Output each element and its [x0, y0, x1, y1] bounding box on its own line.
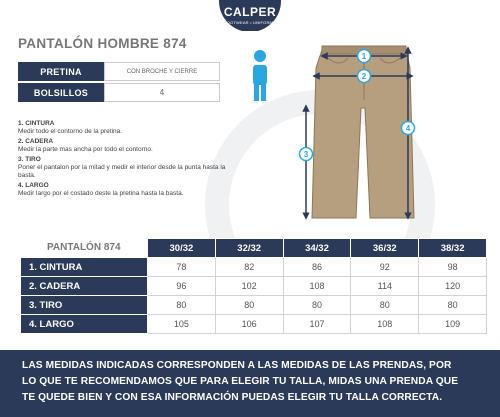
spec-value: 4	[104, 83, 220, 102]
table-cell: 82	[215, 258, 283, 277]
pants-measurement-figure	[244, 38, 500, 228]
spec-row-pretina	[18, 62, 220, 81]
table-row	[21, 258, 487, 277]
table-row	[21, 277, 487, 296]
person-icon	[253, 50, 267, 101]
marker-4-label: 4	[405, 124, 411, 133]
footer-line: LO QUE TE RECOMENDAMOS QUE PARA ELEGIR TU TALLA, MIDAS UNA PRENDA QUE	[22, 376, 459, 387]
definition-text: Poner el pantalon por la mitad y medir el interior desde la punta hasta la basta.	[18, 164, 226, 179]
table-cell: 108	[351, 315, 419, 334]
marker-2-label: 2	[361, 72, 367, 81]
table-cell: 80	[215, 296, 283, 315]
row-label: 3. TIRO	[21, 296, 148, 315]
row-label: 2. CADERA	[21, 277, 148, 296]
measurement-definitions	[18, 120, 238, 200]
definition-text: Medir largo por el costado deste la pretina hasta la basta.	[18, 190, 184, 197]
table-cell: 80	[351, 296, 419, 315]
table-cell: 108	[283, 277, 351, 296]
spec-label: BOLSILLOS	[18, 83, 104, 102]
definition-heading: 4. LARGO	[18, 182, 49, 189]
table-cell: 78	[148, 258, 216, 277]
table-cell: 98	[419, 258, 487, 277]
logo-tagline: FOOTWEAR • UNIFORMS	[224, 20, 276, 25]
table-row	[21, 315, 487, 334]
spec-value: CON BROCHE Y CIERRE	[104, 62, 220, 81]
table-cell: 102	[215, 277, 283, 296]
definition-item	[18, 138, 238, 154]
marker-3-label: 3	[303, 150, 309, 159]
footer-line: TE QUEDE BIEN Y CON ESA INFORMACIÓN PUEDAS ELEGIR TU TALLA CORRECTA.	[22, 392, 443, 403]
footer-notice	[0, 350, 500, 417]
table-cell: 109	[419, 315, 487, 334]
table-cell: 107	[283, 315, 351, 334]
table-cell: 80	[419, 296, 487, 315]
table-cell: 80	[283, 296, 351, 315]
table-cell: 86	[283, 258, 351, 277]
definition-text: Medir la parte mas ancha por todo el contorno.	[18, 146, 153, 153]
spec-label: PRETINA	[18, 62, 104, 81]
definition-item	[18, 156, 238, 180]
row-label: 4. LARGO	[21, 315, 148, 334]
logo-name: CALPER	[223, 5, 277, 19]
definition-item	[18, 182, 238, 198]
definition-heading: 2. CADERA	[18, 138, 54, 145]
definition-item	[18, 120, 238, 136]
table-cell: 106	[215, 315, 283, 334]
table-cell: 114	[351, 277, 419, 296]
table-cell: 92	[351, 258, 419, 277]
spec-row-bolsillos	[18, 83, 220, 102]
size-column-header: 34/32	[283, 239, 351, 258]
size-column-header: 38/32	[419, 239, 487, 258]
page-title: PANTALÓN HOMBRE 874	[18, 36, 187, 51]
footer-line: LAS MEDIDAS INDICADAS CORRESPONDEN A LAS MEDIDAS DE LAS PRENDAS, POR	[22, 360, 452, 371]
definition-text: Medir todo el contorno de la pretina.	[18, 128, 123, 135]
size-column-header: 30/32	[148, 239, 216, 258]
table-header-row	[21, 239, 487, 258]
table-row	[21, 296, 487, 315]
marker-1-label: 1	[361, 52, 367, 61]
size-column-header: 36/32	[351, 239, 419, 258]
table-cell: 120	[419, 277, 487, 296]
size-table	[20, 238, 487, 334]
row-label: 1. CINTURA	[21, 258, 148, 277]
definition-heading: 3. TIRO	[18, 156, 41, 163]
size-column-header: 32/32	[215, 239, 283, 258]
table-corner-label: PANTALÓN 874	[21, 239, 148, 258]
table-cell: 105	[148, 315, 216, 334]
table-cell: 80	[148, 296, 216, 315]
brand-logo	[219, 0, 281, 31]
definition-heading: 1. CINTURA	[18, 120, 55, 127]
table-cell: 96	[148, 277, 216, 296]
